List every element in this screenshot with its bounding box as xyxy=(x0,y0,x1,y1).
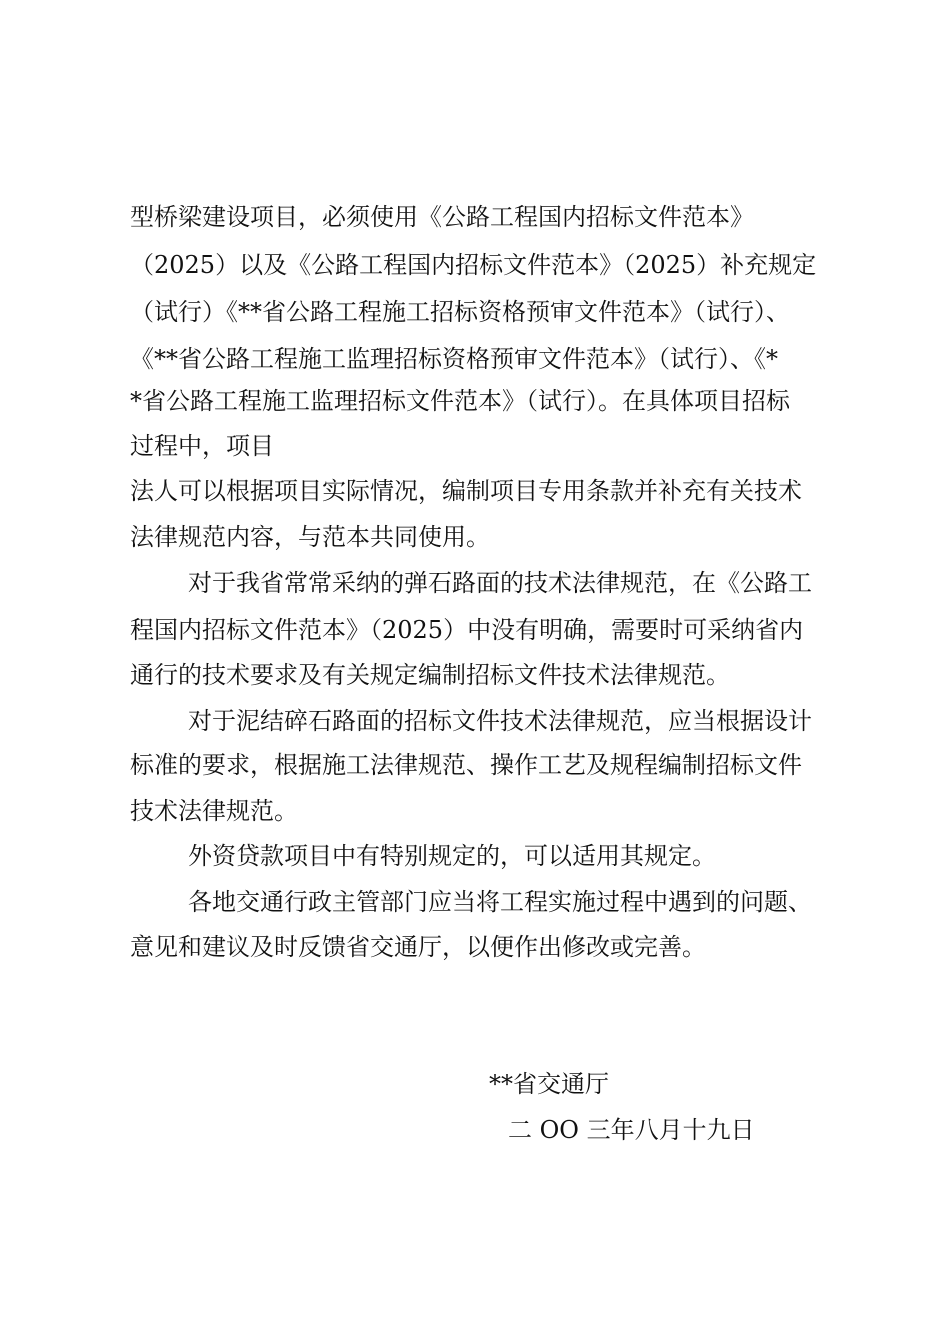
paragraph-start-line: 外资贷款项目中有特别规定的，可以适用其规定。 xyxy=(188,842,716,870)
text-line-3: （试行）《**省公路工程施工招标资格预审文件范本》（试行）、 xyxy=(130,298,790,326)
text-line-5: *省公路工程施工监理招标文件范本》（试行）。在具体项目招标 xyxy=(130,387,790,415)
paragraph-start-line: 对于泥结碎石路面的招标文件技术法律规范，应当根据设计 xyxy=(188,707,812,735)
text-line-6: 过程中，项目 xyxy=(130,432,274,460)
text-line-4: 《**省公路工程施工监理招标资格预审文件范本》（试行）、《* xyxy=(130,345,778,373)
signature-organization: **省交通厅 xyxy=(489,1070,609,1098)
text-line-11: 通行的技术要求及有关规定编制招标文件技术法律规范。 xyxy=(130,661,730,689)
text-line-2: （2025）以及《公路工程国内招标文件范本》（2025）补充规定 xyxy=(130,251,817,279)
text-line-14: 技术法律规范。 xyxy=(130,797,298,825)
signature-date: 二 OO 三年八月十九日 xyxy=(508,1116,755,1144)
text-line-8: 法律规范内容，与范本共同使用。 xyxy=(130,523,490,551)
paragraph-start-line: 对于我省常常采纳的弹石路面的技术法律规范，在《公路工 xyxy=(188,569,812,597)
text-line-1: 型桥梁建设项目，必须使用《公路工程国内招标文件范本》 xyxy=(130,203,754,231)
text-line-10: 程国内招标文件范本》（2025）中没有明确，需要时可采纳省内 xyxy=(130,616,804,644)
text-line-13: 标准的要求，根据施工法律规范、操作工艺及规程编制招标文件 xyxy=(130,751,802,779)
text-line-7: 法人可以根据项目实际情况，编制项目专用条款并补充有关技术 xyxy=(130,477,802,505)
paragraph-start-line: 各地交通行政主管部门应当将工程实施过程中遇到的问题、 xyxy=(188,888,812,916)
text-line-17: 意见和建议及时反馈省交通厅，以便作出修改或完善。 xyxy=(130,933,706,961)
